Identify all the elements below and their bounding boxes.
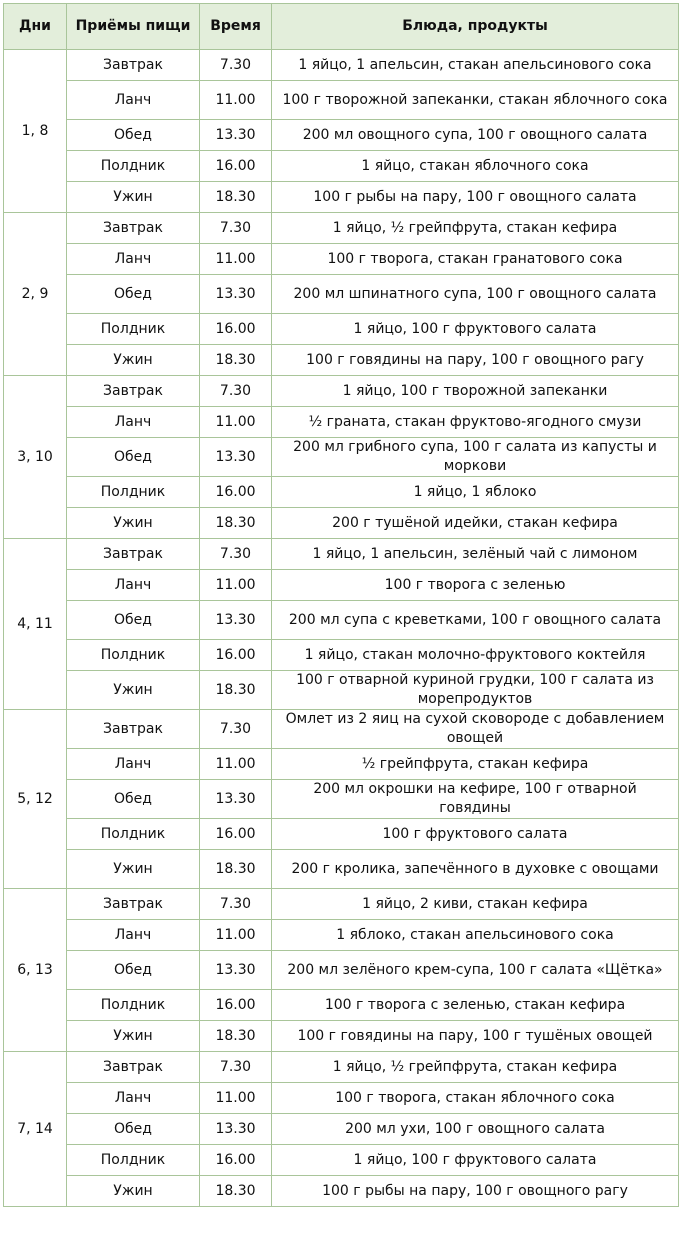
dishes-cell: 100 г говядины на пару, 100 г тушёных овощей (272, 1021, 679, 1052)
table-row (4, 345, 679, 376)
dishes-cell: 100 г фруктового салата (272, 819, 679, 850)
table-row (4, 275, 679, 314)
time-cell: 11.00 (200, 407, 272, 438)
dishes-cell: 1 яйцо, 1 апельсин, стакан апельсинового сока (272, 50, 679, 81)
table-row (4, 819, 679, 850)
time-cell: 18.30 (200, 850, 272, 889)
meal-cell: Завтрак (67, 889, 200, 920)
meal-cell: Обед (67, 438, 200, 477)
meal-cell: Завтрак (67, 710, 200, 749)
dishes-cell: 200 мл грибного супа, 100 г салата из капусты и моркови (272, 438, 679, 477)
header-dishes: Блюда, продукты (272, 4, 679, 50)
table-row (4, 889, 679, 920)
dishes-cell: 1 яйцо, 100 г фруктового салата (272, 1145, 679, 1176)
meal-cell: Завтрак (67, 376, 200, 407)
meal-cell: Ужин (67, 850, 200, 889)
time-cell: 18.30 (200, 1021, 272, 1052)
time-cell: 7.30 (200, 889, 272, 920)
meal-cell: Обед (67, 275, 200, 314)
table-row (4, 1052, 679, 1083)
meal-cell: Ланч (67, 407, 200, 438)
table-row (4, 539, 679, 570)
time-cell: 13.30 (200, 780, 272, 819)
meal-cell: Полдник (67, 477, 200, 508)
meal-cell: Полдник (67, 990, 200, 1021)
meal-cell: Ланч (67, 749, 200, 780)
table-row (4, 120, 679, 151)
day-cell: 3, 10 (4, 376, 67, 539)
table-row (4, 780, 679, 819)
time-cell: 16.00 (200, 151, 272, 182)
time-cell: 11.00 (200, 244, 272, 275)
time-cell: 16.00 (200, 819, 272, 850)
table-row (4, 671, 679, 710)
table-row (4, 850, 679, 889)
table-row (4, 601, 679, 640)
dishes-cell: 100 г отварной куриной грудки, 100 г салата из морепродуктов (272, 671, 679, 710)
table-row (4, 376, 679, 407)
time-cell: 18.30 (200, 182, 272, 213)
table-row (4, 1021, 679, 1052)
dishes-cell: 100 г рыбы на пару, 100 г овощного рагу (272, 1176, 679, 1207)
time-cell: 11.00 (200, 749, 272, 780)
dishes-cell: 1 яйцо, 2 киви, стакан кефира (272, 889, 679, 920)
dishes-cell: 100 г творога, стакан гранатового сока (272, 244, 679, 275)
dishes-cell: 100 г творога, стакан яблочного сока (272, 1083, 679, 1114)
meal-cell: Ланч (67, 1083, 200, 1114)
table-row (4, 151, 679, 182)
time-cell: 7.30 (200, 50, 272, 81)
time-cell: 18.30 (200, 508, 272, 539)
table-row (4, 314, 679, 345)
time-cell: 7.30 (200, 213, 272, 244)
meal-cell: Ужин (67, 1021, 200, 1052)
time-cell: 7.30 (200, 1052, 272, 1083)
day-cell: 6, 13 (4, 889, 67, 1052)
time-cell: 13.30 (200, 951, 272, 990)
table-row (4, 1145, 679, 1176)
meal-cell: Полдник (67, 151, 200, 182)
meal-cell: Ланч (67, 570, 200, 601)
header-row (4, 4, 679, 50)
meal-cell: Ланч (67, 920, 200, 951)
time-cell: 13.30 (200, 438, 272, 477)
meal-cell: Завтрак (67, 539, 200, 570)
time-cell: 11.00 (200, 81, 272, 120)
dishes-cell: ½ граната, стакан фруктово-ягодного смузи (272, 407, 679, 438)
table-row (4, 1114, 679, 1145)
meal-cell: Ужин (67, 1176, 200, 1207)
meal-cell: Полдник (67, 640, 200, 671)
meal-cell: Ужин (67, 345, 200, 376)
time-cell: 18.30 (200, 345, 272, 376)
dishes-cell: 200 мл окрошки на кефире, 100 г отварной говядины (272, 780, 679, 819)
day-cell: 5, 12 (4, 710, 67, 889)
dishes-cell: 200 мл шпинатного супа, 100 г овощного салата (272, 275, 679, 314)
table-row (4, 407, 679, 438)
time-cell: 16.00 (200, 477, 272, 508)
time-cell: 16.00 (200, 640, 272, 671)
diet-table-body (4, 50, 679, 1207)
meal-cell: Обед (67, 780, 200, 819)
dishes-cell: 200 мл зелёного крем-супа, 100 г салата «Щётка» (272, 951, 679, 990)
time-cell: 16.00 (200, 990, 272, 1021)
meal-cell: Полдник (67, 314, 200, 345)
table-row (4, 50, 679, 81)
meal-cell: Ужин (67, 671, 200, 710)
time-cell: 7.30 (200, 710, 272, 749)
table-row (4, 951, 679, 990)
time-cell: 18.30 (200, 671, 272, 710)
table-row (4, 640, 679, 671)
meal-cell: Обед (67, 1114, 200, 1145)
table-row (4, 990, 679, 1021)
meal-cell: Полдник (67, 819, 200, 850)
dishes-cell: 1 яйцо, ½ грейпфрута, стакан кефира (272, 213, 679, 244)
meal-cell: Завтрак (67, 1052, 200, 1083)
dishes-cell: 1 яйцо, стакан молочно-фруктового коктейля (272, 640, 679, 671)
dishes-cell: 100 г творожной запеканки, стакан яблочного сока (272, 81, 679, 120)
dishes-cell: 1 яйцо, 1 апельсин, зелёный чай с лимоном (272, 539, 679, 570)
meal-cell: Ужин (67, 508, 200, 539)
table-row (4, 438, 679, 477)
dishes-cell: 200 мл овощного супа, 100 г овощного салата (272, 120, 679, 151)
table-row (4, 81, 679, 120)
table-row (4, 920, 679, 951)
dishes-cell: 1 яйцо, 1 яблоко (272, 477, 679, 508)
meal-cell: Обед (67, 951, 200, 990)
time-cell: 16.00 (200, 1145, 272, 1176)
dishes-cell: 1 яйцо, 100 г фруктового салата (272, 314, 679, 345)
diet-table (3, 3, 679, 1207)
day-cell: 1, 8 (4, 50, 67, 213)
meal-cell: Завтрак (67, 50, 200, 81)
time-cell: 13.30 (200, 1114, 272, 1145)
header-days: Дни (4, 4, 67, 50)
dishes-cell: 200 г тушёной идейки, стакан кефира (272, 508, 679, 539)
day-cell: 2, 9 (4, 213, 67, 376)
dishes-cell: 200 г кролика, запечённого в духовке с овощами (272, 850, 679, 889)
meal-cell: Ужин (67, 182, 200, 213)
table-row (4, 477, 679, 508)
dishes-cell: 1 яйцо, 100 г творожной запеканки (272, 376, 679, 407)
meal-cell: Обед (67, 120, 200, 151)
table-row (4, 182, 679, 213)
time-cell: 11.00 (200, 920, 272, 951)
time-cell: 13.30 (200, 601, 272, 640)
time-cell: 11.00 (200, 1083, 272, 1114)
table-row (4, 1176, 679, 1207)
table-row (4, 244, 679, 275)
dishes-cell: 100 г рыбы на пару, 100 г овощного салата (272, 182, 679, 213)
dishes-cell: 100 г творога с зеленью, стакан кефира (272, 990, 679, 1021)
dishes-cell: 100 г творога с зеленью (272, 570, 679, 601)
dishes-cell: Омлет из 2 яиц на сухой сковороде с добавлением овощей (272, 710, 679, 749)
table-row (4, 213, 679, 244)
header-time: Время (200, 4, 272, 50)
day-cell: 4, 11 (4, 539, 67, 710)
time-cell: 18.30 (200, 1176, 272, 1207)
meal-cell: Полдник (67, 1145, 200, 1176)
meal-cell: Ланч (67, 244, 200, 275)
dishes-cell: 1 яйцо, ½ грейпфрута, стакан кефира (272, 1052, 679, 1083)
table-row (4, 749, 679, 780)
header-meal: Приёмы пищи (67, 4, 200, 50)
dishes-cell: 1 яйцо, стакан яблочного сока (272, 151, 679, 182)
time-cell: 11.00 (200, 570, 272, 601)
time-cell: 13.30 (200, 275, 272, 314)
dishes-cell: 200 мл супа с креветками, 100 г овощного салата (272, 601, 679, 640)
table-row (4, 1083, 679, 1114)
dishes-cell: 200 мл ухи, 100 г овощного салата (272, 1114, 679, 1145)
time-cell: 13.30 (200, 120, 272, 151)
day-cell: 7, 14 (4, 1052, 67, 1207)
dishes-cell: 100 г говядины на пару, 100 г овощного рагу (272, 345, 679, 376)
time-cell: 16.00 (200, 314, 272, 345)
dishes-cell: ½ грейпфрута, стакан кефира (272, 749, 679, 780)
table-row (4, 710, 679, 749)
table-row (4, 570, 679, 601)
table-row (4, 508, 679, 539)
dishes-cell: 1 яблоко, стакан апельсинового сока (272, 920, 679, 951)
meal-cell: Завтрак (67, 213, 200, 244)
time-cell: 7.30 (200, 539, 272, 570)
meal-cell: Обед (67, 601, 200, 640)
meal-cell: Ланч (67, 81, 200, 120)
time-cell: 7.30 (200, 376, 272, 407)
